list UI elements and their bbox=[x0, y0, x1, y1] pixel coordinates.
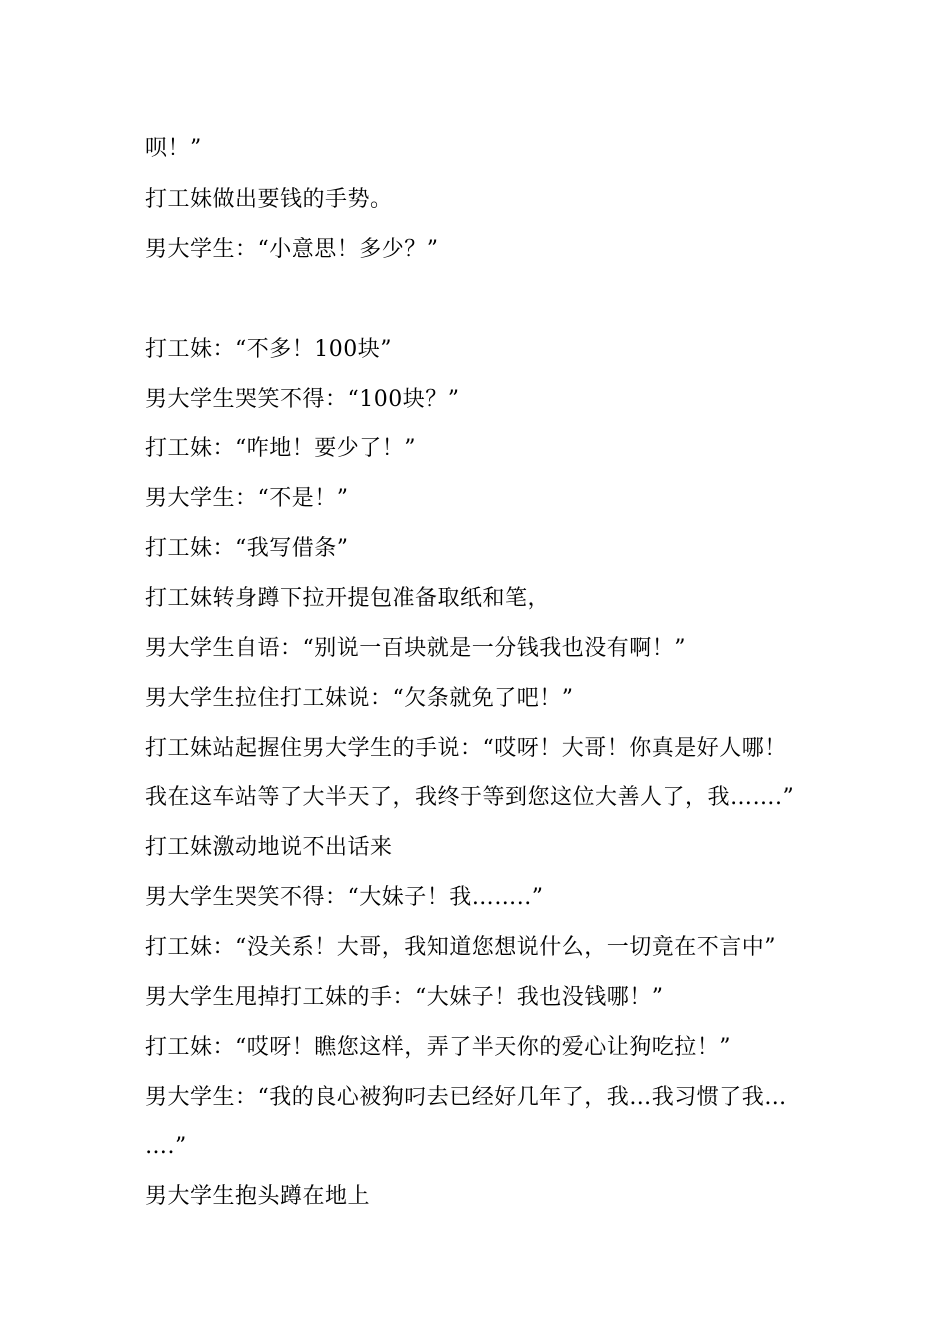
text-line: 打工妹做出要钱的手势。 bbox=[145, 187, 393, 212]
text-line: 男大学生：“我的良心被狗叼去已经好几年了，我…我习惯了我… bbox=[145, 1085, 787, 1110]
text-line: 打工妹站起握住男大学生的手说：“哎呀！大哥！你真是好人哪！ bbox=[145, 736, 787, 761]
text-line: 打工妹：“哎呀！瞧您这样，弄了半天你的爱心让狗吃拉！” bbox=[145, 1035, 731, 1060]
text-line: 打工妹：“我写借条” bbox=[145, 536, 349, 561]
text-line: 男大学生：“不是！” bbox=[145, 486, 349, 511]
text-line: 男大学生：“小意思！多少？” bbox=[145, 237, 439, 262]
text-line: 打工妹转身蹲下拉开提包准备取纸和笔， bbox=[145, 586, 551, 611]
text-line: 我在这车站等了大半天了，我终于等到您这位大善人了，我…….” bbox=[145, 785, 795, 810]
text-line: ….” bbox=[145, 1134, 187, 1159]
text-line: 呗！” bbox=[145, 136, 202, 161]
text-line: 打工妹：“没关系！大哥，我知道您想说什么，一切竟在不言中” bbox=[145, 935, 776, 960]
text-line: 男大学生拉住打工妹说：“欠条就免了吧！” bbox=[145, 686, 574, 711]
text-line: 男大学生抱头蹲在地上 bbox=[145, 1184, 371, 1209]
text-line: 男大学生哭笑不得：“100块？” bbox=[145, 387, 460, 412]
text-line: 男大学生甩掉打工妹的手：“大妹子！我也没钱哪！” bbox=[145, 985, 664, 1010]
text-line: 打工妹：“咋地！要少了！” bbox=[145, 436, 416, 461]
text-line: 男大学生哭笑不得：“大妹子！我……..” bbox=[145, 885, 544, 910]
text-line: 打工妹：“不多！100块” bbox=[145, 337, 392, 362]
text-line: 打工妹激动地说不出话来 bbox=[145, 835, 393, 860]
text-line: 男大学生自语：“别说一百块就是一分钱我也没有啊！” bbox=[145, 636, 686, 661]
